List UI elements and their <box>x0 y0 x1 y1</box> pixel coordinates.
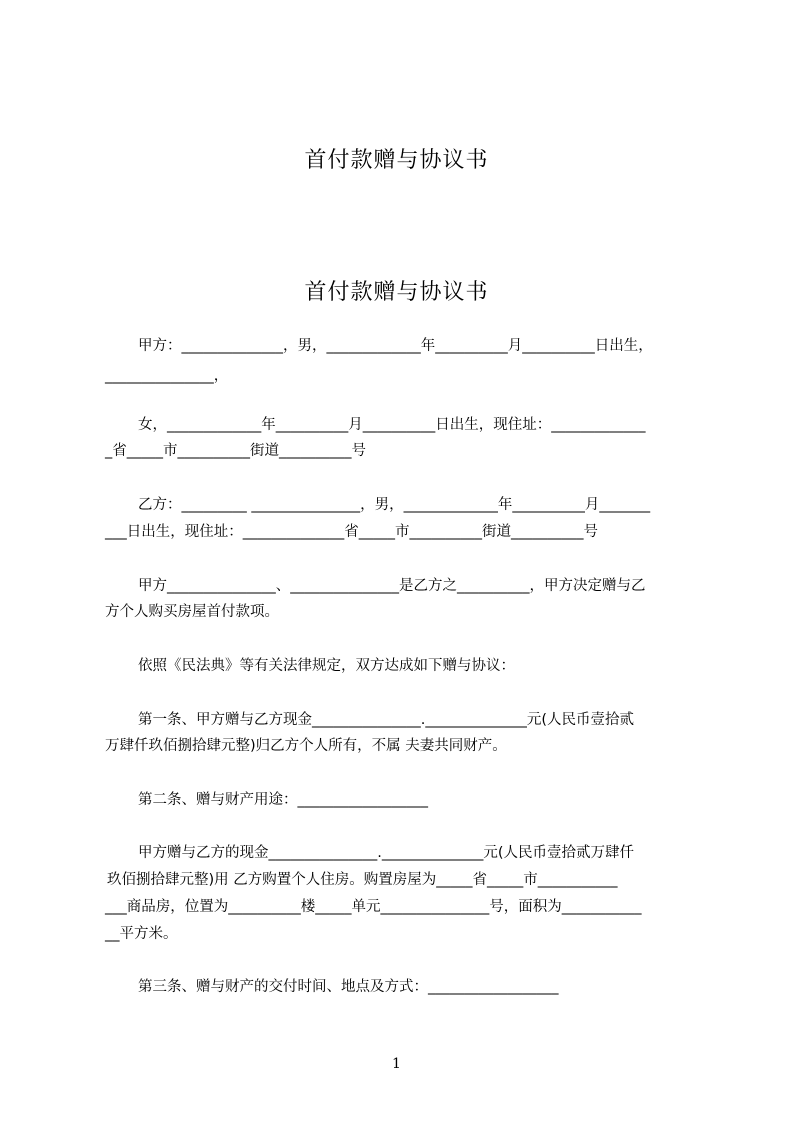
article-3-heading: 第三条、赠与财产的交付时间、地点及方式：__________________ <box>138 979 559 995</box>
article-2-line-1: 甲方赠与乙方的现金_______________.______________元(人民币壹拾贰万肆仟 <box>138 845 635 861</box>
legal-basis-line: 依照《民法典》等有关法律规定，双方达成如下赠与协议： <box>138 658 515 674</box>
article-2-line-2: 玖佰捌拾肆元整)用 乙方购置个人住房。购置房屋为_____省_____市___________ <box>107 872 618 888</box>
party-a-line-1: 甲方：______________，男，_____________年__________月__________日出生， <box>138 338 653 354</box>
party-a-line-4: _省_____市__________街道__________号 <box>105 443 366 459</box>
party-a-line-3: 女，_____________年__________月__________日出生，现住址：_____________ <box>138 417 646 433</box>
article-2-line-3: ___商品房，位置为__________楼_____单元_______________号，面积为___________ <box>105 899 642 915</box>
document-title-top: 首付款赠与协议书 <box>304 148 489 173</box>
page-number: 1 <box>392 1056 401 1072</box>
relation-line-2: 方个人购买房屋首付款项。 <box>105 604 279 620</box>
document-title-main: 首付款赠与协议书 <box>304 280 489 305</box>
article-1-line-1: 第一条、甲方赠与乙方现金_______________.______________元(人民币壹拾贰 <box>138 712 635 728</box>
relation-line-1: 甲方_______________、_______________是乙方之__________，甲方决定赠与乙 <box>138 578 646 594</box>
article-2-heading: 第二条、赠与财产用途：__________________ <box>138 792 428 808</box>
article-2-line-4: __平方米。 <box>105 926 178 942</box>
article-1-line-2: 万肆仟玖佰捌拾肆元整)归乙方个人所有，不属 夫妻共同财产。 <box>105 738 507 754</box>
party-b-line-2: ___日出生，现住址：______________省_____市__________街道__________号 <box>105 524 598 540</box>
party-b-line-1: 乙方：_________ _______________，男，_____________年__________月_______ <box>138 497 651 513</box>
party-a-line-2: _______________， <box>105 368 229 384</box>
